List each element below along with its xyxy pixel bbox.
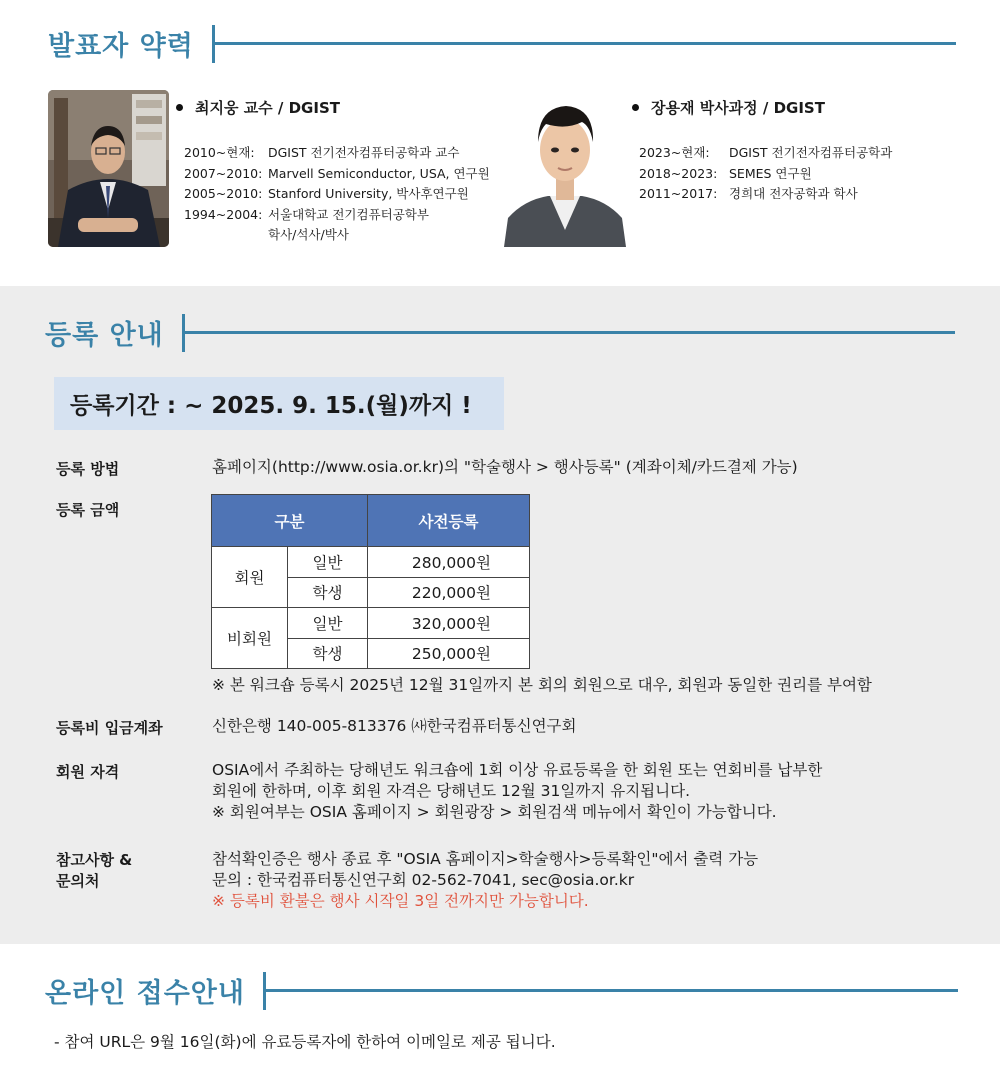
career-desc: DGIST 전기전자컴퓨터공학과 교수 — [268, 145, 460, 160]
career-row — [639, 164, 892, 185]
career-year: 2010~현재: — [184, 145, 255, 160]
career-row — [184, 164, 490, 185]
career-row — [639, 184, 892, 205]
notes-line: 참석확인증은 행사 종료 후 "OSIA 홈페이지>학술행사>등록확인"에서 출력 가능 — [212, 850, 759, 868]
refund-note: ※ 등록비 환불은 행사 시작일 3일 전까지만 가능합니다. — [212, 892, 589, 910]
table-cell-amount: 320,000원 — [368, 608, 530, 639]
heading-rule — [185, 331, 955, 334]
fee-label: 등록 금액 — [56, 501, 120, 519]
bullet-icon — [632, 104, 639, 111]
table-cell-type: 학생 — [288, 638, 368, 669]
career-desc: DGIST 전기전자컴퓨터공학과 — [729, 145, 893, 160]
table-cell-type: 학생 — [288, 577, 368, 608]
career-year — [184, 225, 268, 246]
online-section-title — [45, 971, 958, 1010]
career-year: 2007~2010: — [184, 165, 263, 181]
table-cell-type: 일반 — [288, 608, 368, 639]
membership-line: 회원에 한하며, 이후 회원 자격은 당해년도 12월 31일까지 유지됩니다. — [212, 782, 691, 800]
career-desc: Stanford University, 박사후연구원 — [268, 186, 469, 201]
speaker1-name-text: 최지웅 교수 / DGIST — [195, 99, 340, 117]
method-label: 등록 방법 — [56, 460, 120, 478]
speaker1-career — [184, 143, 490, 246]
table-row — [212, 608, 530, 639]
fee-note: ※ 본 워크숍 등록시 2025년 12월 31일까지 본 회의 회원으로 대우, 회원과 동일한 권리를 부여함 — [212, 676, 872, 694]
notes-label: 문의처 — [56, 872, 100, 890]
table-header-row — [212, 495, 530, 547]
table-header: 구분 — [212, 495, 368, 547]
career-row — [184, 184, 490, 205]
career-row — [184, 205, 490, 226]
contact-line: 문의 : 한국컴퓨터통신연구회 02-562-7041, sec@osia.or.kr — [212, 871, 635, 889]
career-desc: 학사/석사/박사 — [268, 227, 349, 242]
career-desc: Marvell Semiconductor, USA, 연구원 — [268, 165, 490, 181]
career-row — [184, 225, 490, 246]
account-label: 등록비 입금계좌 — [56, 719, 163, 737]
registration-period: 등록기간 : ~ 2025. 9. 15.(월)까지 ! — [70, 393, 472, 419]
career-year: 2023~현재: — [639, 145, 710, 160]
membership-note: ※ 회원여부는 OSIA 홈페이지 > 회원광장 > 회원검색 메뉴에서 확인이 가능합니다. — [212, 803, 777, 821]
table-cell-type: 일반 — [288, 547, 368, 578]
speaker1-name — [176, 97, 340, 118]
section-heading: 발표자 약력 — [48, 31, 194, 62]
speaker2-career — [639, 143, 892, 205]
career-year: 2005~2010: — [184, 186, 263, 201]
section-heading: 등록 안내 — [45, 320, 164, 351]
membership-line: OSIA에서 주최하는 당해년도 워크숍에 1회 이상 유료등록을 한 회원 또는 연회비를 납부한 — [212, 761, 823, 779]
table-cell-group: 비회원 — [212, 608, 288, 669]
speaker2-photo — [504, 90, 626, 247]
speaker1-photo — [48, 90, 169, 247]
speakers-section-title — [48, 24, 956, 63]
fee-table — [211, 494, 530, 669]
career-desc: 서울대학교 전기컴퓨터공학부 — [268, 206, 429, 222]
heading-rule — [215, 42, 956, 45]
career-year: 1994~2004: — [184, 206, 263, 222]
table-cell-group: 회원 — [212, 547, 288, 608]
career-row — [184, 143, 490, 164]
membership-label: 회원 자격 — [56, 763, 120, 781]
section-heading: 온라인 접수안내 — [45, 978, 245, 1009]
account-value: 신한은행 140-005-813376 ㈔한국컴퓨터통신연구회 — [212, 717, 577, 735]
career-desc: 경희대 전자공학과 학사 — [729, 186, 858, 201]
speaker2-name — [632, 97, 825, 118]
career-row — [639, 143, 892, 164]
career-desc: SEMES 연구원 — [729, 165, 812, 181]
table-header: 사전등록 — [368, 495, 530, 547]
heading-rule — [266, 989, 958, 992]
online-note: - 참여 URL은 9월 16일(화)에 유료등록자에 한하여 이메일로 제공 됩니다. — [54, 1033, 556, 1051]
bullet-icon — [176, 104, 183, 111]
table-cell-amount: 280,000원 — [368, 547, 530, 578]
speaker2-name-text: 장용재 박사과정 / DGIST — [651, 99, 825, 117]
career-year: 2018~2023: — [639, 165, 718, 181]
table-cell-amount: 250,000원 — [368, 638, 530, 669]
notes-label: 참고사항 & — [56, 851, 133, 869]
table-cell-amount: 220,000원 — [368, 577, 530, 608]
registration-period-box — [54, 377, 504, 430]
registration-section-title — [45, 313, 955, 352]
method-value: 홈페이지(http://www.osia.or.kr)의 "학술행사 > 행사등록" (계좌이체/카드결제 가능) — [212, 458, 798, 476]
career-year: 2011~2017: — [639, 186, 718, 201]
table-row — [212, 547, 530, 578]
